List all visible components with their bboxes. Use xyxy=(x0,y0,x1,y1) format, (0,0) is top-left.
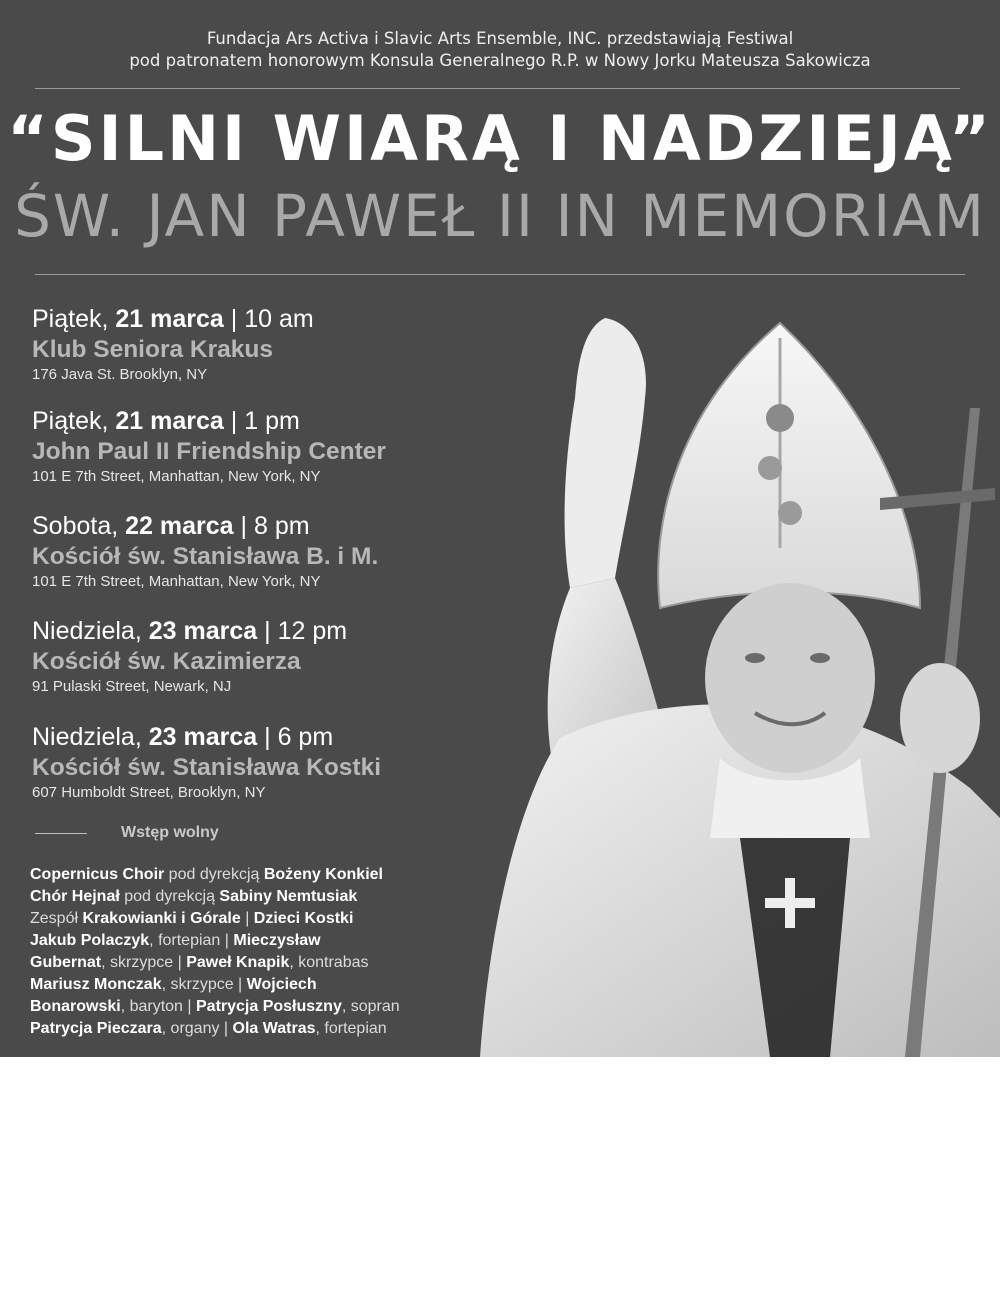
event-time: 1 pm xyxy=(244,407,300,435)
performer-name: Wojciech xyxy=(246,976,317,993)
performer-role: pod dyrekcją xyxy=(119,888,220,905)
event-separator: | xyxy=(230,305,238,333)
event-day: Niedziela, xyxy=(32,723,142,751)
event-day: Piątek, xyxy=(32,305,109,333)
event-day: Niedziela, xyxy=(32,617,142,645)
performer-line xyxy=(30,908,450,930)
pope-photo xyxy=(450,318,1000,1057)
performer-name: Ola Watras xyxy=(232,1020,316,1037)
performer-role: , skrzypce | xyxy=(161,976,247,993)
top-divider xyxy=(35,88,960,89)
performer-list xyxy=(30,864,450,1040)
event-date: 23 marca xyxy=(148,723,258,751)
intro-line-1: Fundacja Ars Activa i Slavic Arts Ensemble, INC. przedstawiają Festiwal xyxy=(206,29,794,48)
event-separator: | xyxy=(264,723,271,751)
event-date-line xyxy=(32,615,472,647)
event-date: 22 marca xyxy=(125,512,234,540)
event-date-line xyxy=(32,405,472,437)
event-address: 607 Humboldt Street, Brooklyn, NY xyxy=(32,784,266,801)
performer-role: , skrzypce | xyxy=(101,954,187,971)
poster-subtitle: ŚW. JAN PAWEŁ II IN MEMORIAM xyxy=(14,182,986,250)
performer-line xyxy=(30,886,450,908)
event-venue: Kościół św. Stanisława Kostki xyxy=(32,754,382,781)
performer-name: Mieczysław xyxy=(233,932,321,949)
performer-line xyxy=(30,952,450,974)
event-item xyxy=(32,721,472,803)
event-day: Sobota, xyxy=(32,512,119,540)
performer-name: Bożeny Konkiel xyxy=(263,866,383,883)
event-separator: | xyxy=(230,407,238,435)
performer-name: Jakub Polaczyk xyxy=(30,932,150,949)
intro-text xyxy=(0,28,1000,72)
performer-line xyxy=(30,974,450,996)
performer-line xyxy=(30,930,450,952)
performer-role: Zespół xyxy=(30,910,83,927)
performer-role: , organy | xyxy=(161,1020,233,1037)
intro-line-2: pod patronatem honorowym Konsula Generalnego R.P. w Nowy Jorku Mateusza Sakowicza xyxy=(129,51,871,70)
admission-dash xyxy=(35,833,87,834)
poster-title: “SILNI WIARĄ I NADZIEJĄ” xyxy=(7,102,993,175)
event-date-line xyxy=(32,510,472,542)
event-item xyxy=(32,405,472,487)
event-date-line xyxy=(32,303,472,335)
performer-name: Paweł Knapik xyxy=(186,954,290,971)
event-date: 21 marca xyxy=(115,407,224,435)
performer-name: Chór Hejnał xyxy=(30,888,120,905)
performer-role: , sopran xyxy=(341,998,400,1015)
performer-name: Copernicus Choir xyxy=(30,866,165,883)
event-item xyxy=(32,510,472,592)
event-address: 176 Java St. Brooklyn, NY xyxy=(32,366,208,383)
admission-text: Wstęp wolny xyxy=(121,824,219,841)
performer-role: , fortepian xyxy=(315,1020,387,1037)
performer-role: , kontrabas xyxy=(289,954,369,971)
performer-role: , baryton | xyxy=(120,998,196,1015)
event-day: Piątek, xyxy=(32,407,109,435)
event-address: 101 E 7th Street, Manhattan, New York, NY xyxy=(32,573,321,590)
event-time: 12 pm xyxy=(277,617,348,645)
event-venue: Klub Seniora Krakus xyxy=(32,336,273,363)
admission-note xyxy=(35,824,219,842)
event-separator: | xyxy=(240,512,248,540)
performer-name: Gubernat xyxy=(30,954,102,971)
performer-line xyxy=(30,864,450,886)
performer-name: Bonarowski xyxy=(30,998,121,1015)
performer-name: Patrycja Pieczara xyxy=(30,1020,162,1037)
event-date: 23 marca xyxy=(148,617,258,645)
event-venue: Kościół św. Stanisława B. i M. xyxy=(32,543,379,570)
event-venue: Kościół św. Kazimierza xyxy=(32,648,301,675)
event-address: 101 E 7th Street, Manhattan, New York, NY xyxy=(32,468,321,485)
performer-role: | xyxy=(240,910,254,927)
event-separator: | xyxy=(264,617,271,645)
event-date: 21 marca xyxy=(115,305,224,333)
performer-name: Sabiny Nemtusiak xyxy=(219,888,358,905)
event-address: 91 Pulaski Street, Newark, NJ xyxy=(32,678,232,695)
performer-role: pod dyrekcją xyxy=(164,866,264,883)
event-time: 10 am xyxy=(244,305,314,333)
event-item xyxy=(32,303,472,385)
event-time: 6 pm xyxy=(277,723,334,751)
event-date-line xyxy=(32,721,472,753)
performer-role: , fortepian | xyxy=(149,932,234,949)
performer-name: Dzieci Kostki xyxy=(253,910,354,927)
performer-line xyxy=(30,1018,450,1040)
event-time: 8 pm xyxy=(253,512,310,540)
performer-line xyxy=(30,996,450,1018)
event-venue: John Paul II Friendship Center xyxy=(32,438,386,465)
performer-name: Mariusz Monczak xyxy=(30,976,162,993)
event-item xyxy=(32,615,472,697)
title-divider xyxy=(35,274,965,275)
performer-name: Krakowianki i Górale xyxy=(82,910,241,927)
performer-name: Patrycja Posłuszny xyxy=(196,998,342,1015)
